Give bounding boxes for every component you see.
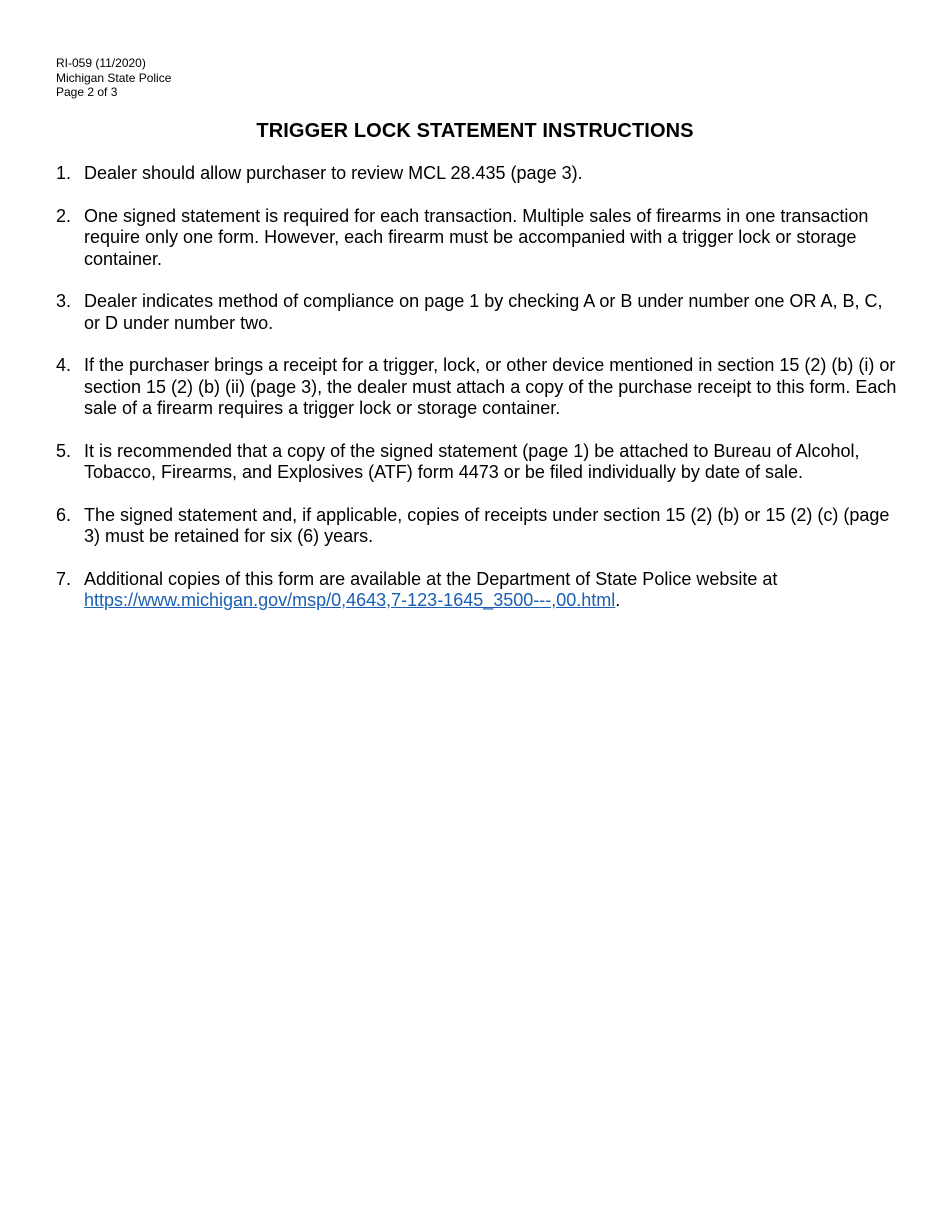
instruction-number: 6. — [56, 504, 72, 525]
instruction-text: Dealer should allow purchaser to review MCL 28.435 (page 3). — [84, 163, 583, 183]
agency-name: Michigan State Police — [56, 70, 172, 85]
instruction-number: 2. — [56, 205, 72, 226]
instruction-text: If the purchaser brings a receipt for a trigger, lock, or other device mentioned in section 15 (2) (b) (i) or section 15 (2) (b) (ii) (page 3), the dealer must attach a copy of the purchase receipt to this form. Each sale of a firearm requires a trigger lock or storage container. — [84, 355, 897, 418]
form-number: RI-059 (11/2020) — [56, 56, 146, 70]
instruction-number: 5. — [56, 440, 72, 461]
instruction-item-3 — [56, 291, 901, 334]
msp-website-link[interactable]: https://www.michigan.gov/msp/0,4643,7-123-1645_3500---,00.html — [84, 590, 616, 610]
instruction-number: 3. — [56, 291, 72, 311]
instruction-number: 4. — [56, 355, 72, 375]
instruction-item-5 — [56, 441, 901, 484]
instruction-text: The signed statement and, if applicable, copies of receipts under section 15 (2) (b) or 15 (2) (c) (page 3) must be retained for six (6) years. — [84, 504, 890, 546]
instruction-text: It is recommended that a copy of the signed statement (page 1) be attached to Bureau of Alcohol, Tobacco, Firearms, and Explosives (ATF) form 4473 or be filed individually by date of sale. — [84, 440, 860, 482]
link-suffix: . — [615, 590, 621, 610]
instruction-text: Dealer indicates method of compliance on page 1 by checking A or B under number one OR A, B, C, or D under number two. — [84, 291, 883, 333]
instruction-item-7 — [56, 569, 901, 612]
instruction-number: 1. — [56, 163, 72, 183]
instruction-text: One signed statement is required for each transaction. Multiple sales of firearms in one transaction require only one form. However, each firearm must be accompanied with a trigger lock or storage container. — [84, 205, 869, 269]
form-header — [56, 56, 171, 100]
instruction-item-6 — [56, 505, 901, 548]
page-title: TRIGGER LOCK STATEMENT INSTRUCTIONS — [256, 120, 694, 142]
page-indicator: Page 2 of 3 — [56, 85, 118, 99]
instruction-number: 7. — [56, 568, 72, 589]
instruction-item-2 — [56, 206, 901, 271]
instructions-list — [56, 163, 901, 633]
instruction-item-1 — [56, 163, 901, 185]
instruction-text-block — [84, 569, 901, 612]
instruction-text: Additional copies of this form are available at the Department of State Police website at — [84, 568, 778, 589]
instruction-item-4 — [56, 355, 901, 420]
